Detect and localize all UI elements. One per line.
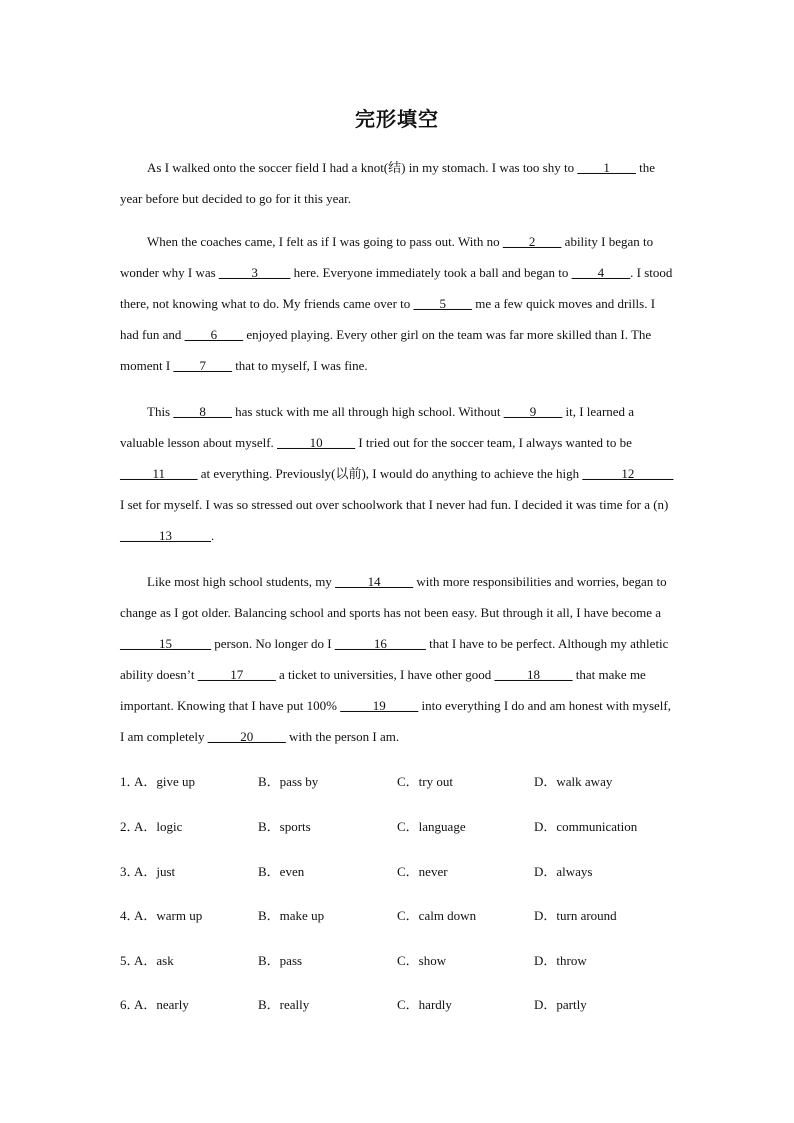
- passage-text: I tried out for the soccer team, I always wanted to be: [355, 435, 632, 450]
- passage-text: When the coaches came, I felt as if I was going to pass out. With no: [147, 234, 503, 249]
- option-a: A．give up: [134, 774, 196, 789]
- question-6: [120, 995, 680, 1015]
- answer-blank: _____3_____: [218, 265, 291, 280]
- option-b: B．sports: [258, 819, 311, 834]
- passage-text: that I have to be perfect. Although my athletic ability doesn’t: [120, 636, 669, 682]
- option-a: A．nearly: [134, 997, 189, 1012]
- paragraph-text: [120, 396, 676, 551]
- question-number: 6．: [120, 997, 140, 1012]
- question-3: [120, 862, 680, 882]
- option-a: A．warm up: [134, 908, 203, 923]
- passage-text: As I walked onto the soccer field I had a knot(结) in my stomach. I was too shy to: [147, 160, 578, 175]
- answer-blank: _____14_____: [335, 574, 414, 589]
- option-c: C．never: [397, 864, 448, 879]
- passage-text: . I stood there, not knowing what to do. My friends came over to: [120, 265, 673, 311]
- paragraph-text: [120, 226, 676, 381]
- question-1: [120, 772, 680, 792]
- passage-text: here. Everyone immediately took a ball and began to: [290, 265, 572, 280]
- paragraph-text: [120, 152, 676, 214]
- option-a: A．logic: [134, 819, 183, 834]
- passage-text: that to myself, I was fine.: [231, 358, 368, 373]
- passage-text: me a few quick moves and drills. I had fun and: [120, 296, 656, 342]
- question-number: 5．: [120, 953, 140, 968]
- option-c: C．language: [397, 819, 466, 834]
- option-b: B．really: [258, 997, 310, 1012]
- passage-text: a ticket to universities, I have other good: [275, 667, 495, 682]
- question-number: 4．: [120, 908, 140, 923]
- passage-text: with more responsibilities and worries, began to change as I got older. Balancing school and sports has not been easy. But through it all, I have become a: [120, 574, 667, 620]
- answer-blank: ____2____: [502, 234, 562, 249]
- option-a: A．just: [134, 864, 176, 879]
- answer-blank: ____1____: [577, 160, 636, 175]
- answer-blank: _____20_____: [207, 729, 286, 744]
- question-number: 2．: [120, 819, 140, 834]
- passage-text: .: [211, 528, 215, 543]
- answer-blank: _____11_____: [120, 466, 198, 481]
- page-title: 完形填空: [355, 107, 439, 131]
- passage-text: ability I began to wonder why I was: [120, 234, 654, 280]
- option-b: B．even: [258, 864, 305, 879]
- passage-paragraph-3: [120, 396, 676, 551]
- passage-paragraph-2: [120, 226, 676, 381]
- option-c: C．show: [397, 953, 447, 968]
- question-5: [120, 951, 680, 971]
- option-d: D．communication: [534, 819, 638, 834]
- answer-blank: ____8____: [173, 404, 232, 419]
- passage-text: the year before but decided to go for it this year.: [120, 160, 655, 206]
- answer-blank: ____5____: [413, 296, 473, 311]
- passage-text: into everything I do and am honest with myself, I am completely: [120, 698, 671, 744]
- answer-blank: _____10_____: [277, 435, 356, 450]
- passage-text: has stuck with me all through high school. Without: [231, 404, 504, 419]
- answer-blank: ____4____: [571, 265, 631, 280]
- answer-blank: ____7____: [173, 358, 232, 373]
- answer-blank: _____19_____: [340, 698, 419, 713]
- passage-text: Like most high school students, my: [147, 574, 336, 589]
- answer-blank: ____9____: [503, 404, 563, 419]
- passage-text: it, I learned a valuable lesson about myself.: [120, 404, 635, 450]
- question-4: [120, 906, 680, 926]
- answer-blank: ______13______: [120, 528, 211, 543]
- question-number: 1．: [120, 774, 140, 789]
- passage-text: This: [147, 404, 174, 419]
- passage-text: at everything. Previously(以前), I would do anything to achieve the high: [197, 466, 583, 481]
- option-d: D．turn around: [534, 908, 617, 923]
- answer-blank: _____18_____: [494, 667, 573, 682]
- passage-text: enjoyed playing. Every other girl on the team was far more skilled than I. The moment I: [120, 327, 652, 373]
- answer-blank: ______15______: [120, 636, 211, 651]
- answer-blank: ______12______: [582, 466, 674, 481]
- option-d: D．always: [534, 864, 593, 879]
- option-b: B．pass: [258, 953, 303, 968]
- answer-blank: ______16______: [334, 636, 426, 651]
- option-d: D．partly: [534, 997, 587, 1012]
- paragraph-text: [120, 566, 676, 752]
- option-d: D．walk away: [534, 774, 613, 789]
- passage-text: with the person I am.: [285, 729, 400, 744]
- option-b: B．make up: [258, 908, 325, 923]
- answer-blank: _____17_____: [197, 667, 276, 682]
- option-a: A．ask: [134, 953, 174, 968]
- option-c: C．hardly: [397, 997, 452, 1012]
- passage-paragraph-1: [120, 152, 676, 214]
- passage-text: that make me important. Knowing that I have put 100%: [120, 667, 646, 713]
- option-b: B．pass by: [258, 774, 319, 789]
- option-c: C．calm down: [397, 908, 477, 923]
- passage-text: person. No longer do I: [211, 636, 335, 651]
- question-2: [120, 817, 680, 837]
- passage-text: I set for myself. I was so stressed out over schoolwork that I never had fun. I decided it was time for a (n): [120, 497, 669, 512]
- answer-blank: ____6____: [184, 327, 244, 342]
- question-number: 3．: [120, 864, 140, 879]
- option-d: D．throw: [534, 953, 587, 968]
- passage-paragraph-4: [120, 566, 676, 752]
- option-c: C．try out: [397, 774, 453, 789]
